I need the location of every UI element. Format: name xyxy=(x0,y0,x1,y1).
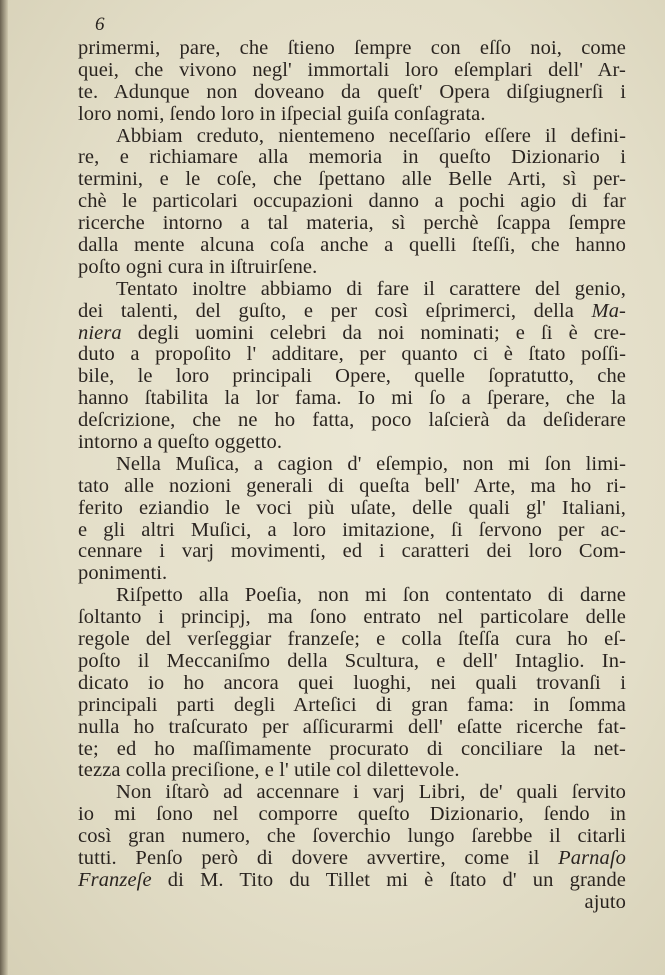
text-line xyxy=(78,279,626,301)
text-segment: ricerche intorno a tal materia, sì perchè ſcappa ſempre xyxy=(78,212,626,235)
catchword xyxy=(78,892,626,914)
text-segment: ponimenti. xyxy=(78,562,168,585)
text-line xyxy=(78,213,626,235)
text-line xyxy=(78,760,626,782)
italic-text: niera xyxy=(78,321,122,344)
text-line xyxy=(78,520,626,542)
text-line xyxy=(78,498,626,520)
text-segment: te; ed ho maſſimamente procurato di conciliare la net- xyxy=(78,737,626,760)
italic-text: Ma- xyxy=(591,299,626,322)
text-line xyxy=(78,870,626,892)
text-segment: ferito eziandio le voci più uſate, delle quali gl' Italiani, xyxy=(78,496,626,519)
text-segment: deſcrizione, che ne ho fatta, poco laſcierà da deſiderare xyxy=(78,409,626,432)
text-line xyxy=(78,585,626,607)
text-line xyxy=(78,541,626,563)
text-line xyxy=(78,629,626,651)
text-segment: te. Adunque non doveano da queſt' Opera diſgiugnerſi i xyxy=(78,80,626,103)
text-line xyxy=(78,782,626,804)
text-segment: primermi, pare, che ſtieno ſempre con eſſo noi, come xyxy=(78,37,626,59)
text-line xyxy=(78,60,626,82)
text-segment: e gli altri Muſici, a loro imitazione, ſi ſervono per ac- xyxy=(78,518,626,541)
text-segment: re, e richiamare alla memoria in queſto Dizionario i xyxy=(78,146,626,169)
text-segment: ſoltanto i principj, ma ſono entrato nel particolare delle xyxy=(78,606,626,629)
text-segment: Abbiam creduto, nientemeno neceſſario eſſere il defini- xyxy=(116,124,626,147)
page-binding-edge xyxy=(0,0,8,975)
text-line xyxy=(78,235,626,257)
text-line xyxy=(78,410,626,432)
text-segment: così gran numero, che ſoverchio lungo ſarebbe il citarli xyxy=(78,825,626,848)
text-segment: ajuto xyxy=(584,890,626,913)
text-segment: principali parti degli Arteſici di gran fama: in ſomma xyxy=(78,693,626,716)
text-segment: dei talenti, del guſto, e per così eſprimerci, della xyxy=(78,299,592,322)
text-line xyxy=(78,169,626,191)
text-line xyxy=(78,454,626,476)
text-segment: poſto il Meccaniſmo della Scultura, e dell' Intaglio. In- xyxy=(78,649,626,672)
text-segment: Tentato inoltre abbiamo di fare il carattere del genio, xyxy=(116,277,626,300)
text-segment: cennare i varj movimenti, ed i caratteri dei loro Com- xyxy=(78,540,626,563)
text-segment: chè le particolari occupazioni danno a pochi agio di far xyxy=(78,190,626,213)
text-line xyxy=(78,739,626,761)
text-line xyxy=(78,191,626,213)
text-segment: termini, e le coſe, che ſpettano alle Belle Arti, sì per- xyxy=(78,168,626,191)
text-line xyxy=(78,695,626,717)
text-segment: loro nomi, ſendo loro in iſpecial guiſa conſagrata. xyxy=(78,102,486,125)
text-line xyxy=(78,366,626,388)
text-segment: tutti. Penſo però di dovere avvertire, come il xyxy=(78,846,559,869)
text-segment: Nella Muſica, a cagion d' eſempio, non mi ſon limi- xyxy=(116,452,626,475)
text-line xyxy=(78,323,626,345)
text-line xyxy=(78,344,626,366)
text-line xyxy=(78,432,626,454)
text-segment: intorno a queſto oggetto. xyxy=(78,431,283,454)
text-line xyxy=(78,563,626,585)
text-segment: tato alle nozioni generali di queſta bell' Arte, ma ho ri- xyxy=(78,474,626,497)
text-line xyxy=(78,476,626,498)
text-segment: bile, le loro principali Opere, quelle ſopratutto, che xyxy=(78,365,626,388)
text-segment: degli uomini celebri da noi nominati; e ſi è cre- xyxy=(121,321,626,344)
text-line xyxy=(78,38,626,60)
text-segment: di M. Tito du Tillet mi è ſtato d' un grande xyxy=(151,868,626,891)
text-line xyxy=(78,104,626,126)
body-text xyxy=(78,38,626,914)
text-line xyxy=(78,804,626,826)
text-segment: Riſpetto alla Poeſia, non mi ſon contentato di darne xyxy=(116,584,626,607)
text-line xyxy=(78,717,626,739)
text-line xyxy=(78,607,626,629)
text-segment: hanno ſtabilita la lor fama. Io mi ſo a ſperare, che la xyxy=(78,387,626,410)
text-segment: poſto ogni cura in iſtruirſene. xyxy=(78,255,318,278)
text-segment: tezza colla preciſione, e l' utile col dilettevole. xyxy=(78,759,460,782)
page-number: 6 xyxy=(95,14,105,35)
text-segment: dalla mente alcuna coſa anche a quelli ſteſſi, che hanno xyxy=(78,234,626,257)
text-line xyxy=(78,826,626,848)
text-line xyxy=(78,301,626,323)
text-line xyxy=(78,388,626,410)
text-segment: io mi ſono nel comporre queſto Dizionario, ſendo in xyxy=(78,803,626,826)
text-line xyxy=(78,82,626,104)
text-segment: nulla ho traſcurato per aſſicurarmi dell' eſatte ricerche fat- xyxy=(78,715,626,738)
text-line xyxy=(78,673,626,695)
text-segment: duto a propoſito l' additare, per quanto ci è ſtato poſſi- xyxy=(78,343,626,366)
text-line xyxy=(78,147,626,169)
italic-text: Franzeſe xyxy=(78,868,152,891)
text-segment: regole del verſeggiar franzeſe; e colla ſteſſa cura ho eſ- xyxy=(78,628,626,651)
text-line xyxy=(78,126,626,148)
italic-text: Parnaſo xyxy=(558,846,626,869)
text-segment: dicato io ho ancora quei luoghi, nei quali trovanſi i xyxy=(78,671,626,694)
text-segment: quei, che vivono negl' immortali loro eſemplari dell' Ar- xyxy=(78,58,626,81)
text-line xyxy=(78,257,626,279)
text-line xyxy=(78,651,626,673)
text-line xyxy=(78,848,626,870)
text-segment: Non iſtarò ad accennare i varj Libri, de' quali ſervito xyxy=(116,781,626,804)
